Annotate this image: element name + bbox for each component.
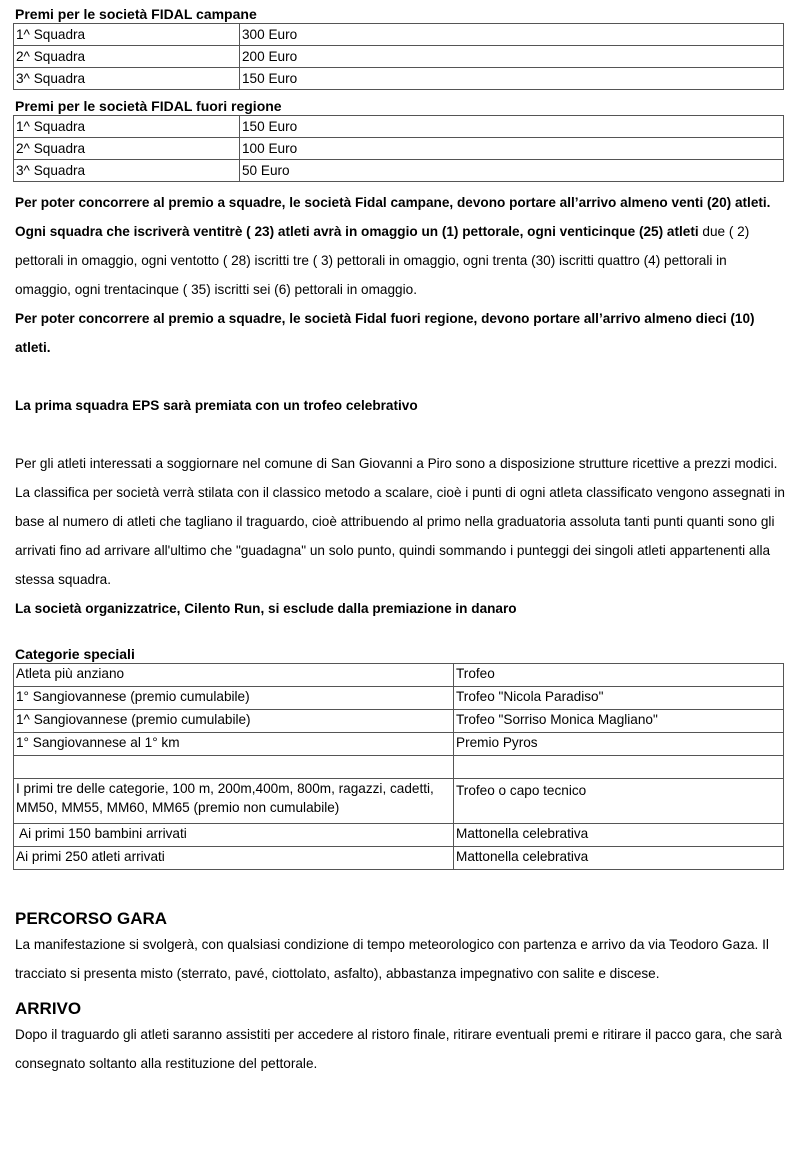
row-label [14, 756, 454, 779]
table-row [14, 160, 784, 182]
row-label: 2^ Squadra [14, 46, 240, 68]
row-value: Trofeo [454, 664, 784, 687]
table-row [14, 138, 784, 160]
table-row [14, 779, 784, 824]
special-categories-table [13, 663, 784, 870]
table-row [14, 116, 784, 138]
row-label: 1^ Squadra [14, 24, 240, 46]
row-label: 3^ Squadra [14, 68, 240, 90]
row-label: 3^ Squadra [14, 160, 240, 182]
campane-prize-table [13, 23, 784, 90]
row-label: 1^ Squadra [14, 116, 240, 138]
rule-free-bibs-rest: due ( 2) pettorali in omaggio, ogni ventotto ( 28) iscritti tre ( 3) pettorali in omaggio, ogni trenta (30) iscritti quattro (4) pettorali in omaggio, ogni trentacinque ( 35) iscritti sei (6) pettorali in omaggio. [15, 224, 750, 297]
table-row [14, 824, 784, 847]
table-row [14, 664, 784, 687]
document-page [15, 0, 786, 1078]
row-value: 200 Euro [240, 46, 784, 68]
fuori-prize-table [13, 115, 784, 182]
row-value: 150 Euro [240, 116, 784, 138]
arrivo-text: Dopo il traguardo gli atleti saranno assistiti per accedere al ristoro finale, ritirare eventuali premi e ritirare il pacco gara, che sarà consegnato soltanto alla restituzione del pettorale. [15, 1027, 782, 1071]
percorso-text: La manifestazione si svolgerà, con qualsiasi condizione di tempo meteorologico con partenza e arrivo da via Teodoro Gaza. Il tracciato si presenta misto (sterrato, pavé, ciottolato, asfalto), abbastanza impegnativo con salite e discese. [15, 937, 769, 981]
accommodation-note: Per gli atleti interessati a soggiornare nel comune di San Giovanni a Piro sono a disposizione strutture ricettive a prezzi modici. [15, 456, 778, 471]
row-value: Mattonella celebrativa [454, 824, 784, 847]
speciali-title: Categorie speciali [15, 646, 135, 662]
row-label: Ai primi 250 atleti arrivati [14, 847, 454, 870]
row-value: Trofeo o capo tecnico [454, 779, 784, 824]
rule-min-athletes-campane: Per poter concorrere al premio a squadre, le società Fidal campane, devono portare all’arrivo almeno venti (20) atleti. [15, 195, 771, 210]
percorso-heading: PERCORSO GARA [15, 909, 168, 928]
table-row [14, 24, 784, 46]
table-row [14, 756, 784, 779]
row-label: Atleta più anziano [14, 664, 454, 687]
rule-free-bibs-bold: Ogni squadra che iscriverà ventitrè ( 23) atleti avrà in omaggio un (1) pettorale, ogni venticinque (25) atleti [15, 224, 699, 239]
table-row [14, 710, 784, 733]
organizer-exclusion: La società organizzatrice, Cilento Run, si esclude dalla premiazione in danaro [15, 601, 517, 616]
table-row [14, 68, 784, 90]
row-value [454, 756, 784, 779]
table-row [14, 733, 784, 756]
row-value: Premio Pyros [454, 733, 784, 756]
campane-title: Premi per le società FIDAL campane [15, 6, 257, 22]
eps-trophy-note: La prima squadra EPS sarà premiata con un trofeo celebrativo [15, 398, 418, 413]
row-value: 50 Euro [240, 160, 784, 182]
table-row [14, 687, 784, 710]
table-row [14, 847, 784, 870]
rule-min-athletes-fuori: Per poter concorrere al premio a squadre, le società Fidal fuori regione, devono portare all’arrivo almeno dieci (10) atleti. [15, 311, 755, 355]
row-value: 150 Euro [240, 68, 784, 90]
ranking-method: La classifica per società verrà stilata con il classico metodo a scalare, cioè i punti di ogni atleta classificato vengono assegnati in base al numero di atleti che tagliano il traguardo, cioè attribuendo al primo nella graduatoria assoluta tanti punti quanti sono gli arrivati fino ad arrivare all'ultimo che "guadagna" un solo punto, quindi sommando i punteggi dei singoli atleti appartenenti alla stessa squadra. [15, 485, 785, 587]
row-value: Trofeo "Sorriso Monica Magliano" [454, 710, 784, 733]
row-value: 100 Euro [240, 138, 784, 160]
row-value: 300 Euro [240, 24, 784, 46]
row-label: I primi tre delle categorie, 100 m, 200m,400m, 800m, ragazzi, cadetti, MM50, MM55, MM60, MM65 (premio non cumulabile) [14, 779, 454, 824]
row-label: 1° Sangiovannese al 1° km [14, 733, 454, 756]
row-label: 1° Sangiovannese (premio cumulabile) [14, 687, 454, 710]
row-label: Ai primi 150 bambini arrivati [14, 824, 454, 847]
row-label: 1^ Sangiovannese (premio cumulabile) [14, 710, 454, 733]
fuori-title: Premi per le società FIDAL fuori regione [15, 98, 282, 114]
row-value: Trofeo "Nicola Paradiso" [454, 687, 784, 710]
arrivo-heading: ARRIVO [15, 999, 82, 1018]
row-value: Mattonella celebrativa [454, 847, 784, 870]
row-label: 2^ Squadra [14, 138, 240, 160]
table-row [14, 46, 784, 68]
rule-free-bibs [15, 217, 786, 304]
